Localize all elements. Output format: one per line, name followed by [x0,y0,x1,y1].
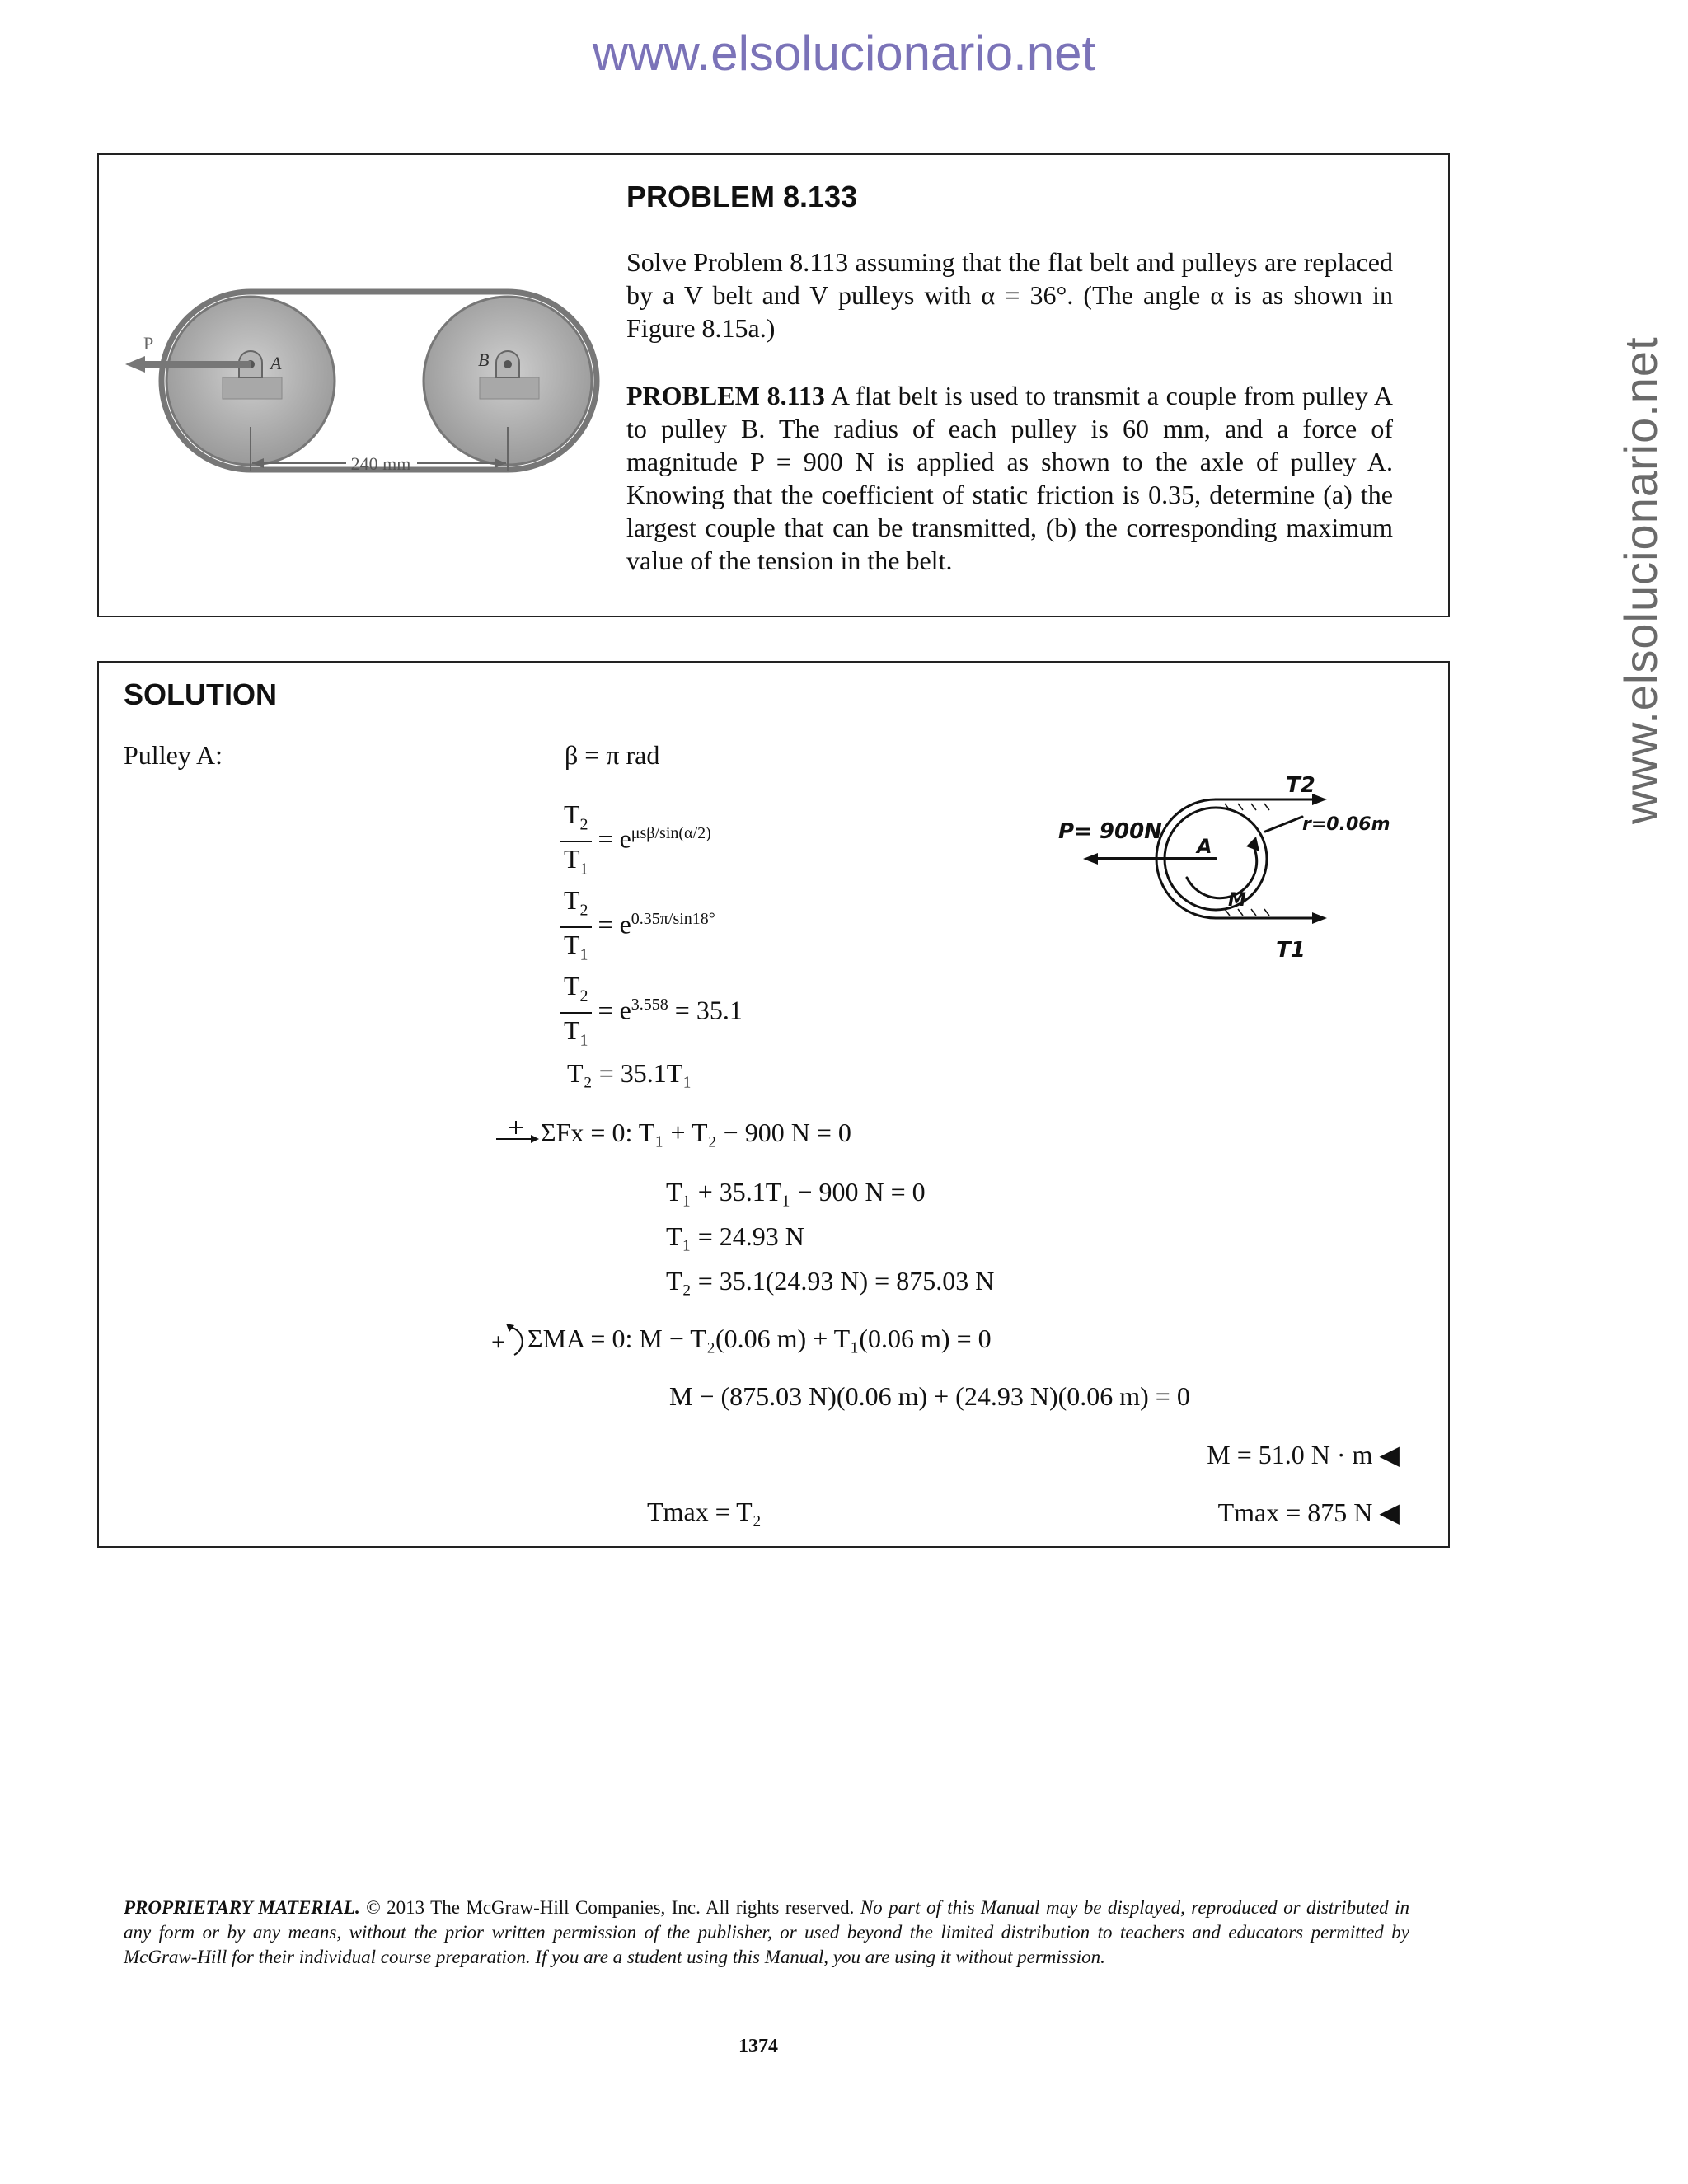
sketch-t2-label: T2 [1286,773,1315,798]
answer-couple: M = 51.0 N · m ◀ [1207,1440,1400,1469]
ratio-3-exponent: 3.558 [631,996,668,1015]
watermark-side: www.elsolucionario.net [1615,336,1667,824]
support-b [480,377,539,399]
ratio-3-result: = 35.1 [674,995,743,1025]
reference-label: PROBLEM 8.113 [626,381,825,410]
problem-text: Solve Problem 8.113 assuming that the flat belt and pulleys are replaced by a V belt and V pulleys with α = 36°. (The angle α is as shown in Figure 8.15a.) [626,247,1393,343]
sum-fx-arrow-icon [495,1119,541,1152]
sum-fx-equation: ΣFx = 0: T₁ + T₂ − 900 N = 0 [541,1118,851,1147]
sketch-radius-label: r=0.06m [1302,814,1390,835]
reference-text: A flat belt is used to transmit a couple from pulley A to pulley B. The radius of each pulley is 60 mm, and a force of magnitude P = 900 N is applied as shown to the axle of pulley A. Knowing that the coefficient of static friction is 0.35, determine (a) the largest couple that can be transmitted, (b) the corresponding maximum value of the tension in the belt. [626,381,1394,575]
pulley-a-label: Pulley A: [124,740,223,770]
solution-heading: SOLUTION [124,677,277,711]
pulley-a-label: A [270,353,282,373]
svg-text:+: + [491,1329,505,1356]
ma-step-1: M − (875.03 N)(0.06 m) + (24.93 N)(0.06 m) = 0 [669,1381,1190,1411]
usage-notice: No part of this Manual may be displayed, reproduced or distributed in any form or by any means, without the prior written permission of the publisher, or used beyond the limited distribution to teachers and educators permitted by McGraw-Hill for their individual course preparation. If you are a student using this Manual, you are using it without permission. [124,1897,1409,1967]
answer-tension: Tmax = 875 N ◀ [1217,1497,1400,1527]
sketch-center-label: A [1197,835,1212,858]
belt-pulley-figure [124,280,602,494]
sum-ma-moment-icon [490,1319,526,1360]
copyright-notice [124,1896,1409,1970]
sum-ma-equation: ΣMA = 0: M − T₂(0.06 m) + T₁(0.06 m) = 0 [528,1324,992,1353]
reference-problem [626,379,1393,577]
ratio-equation-2: $\frac{T_2}{T_1}$ = $e^{0.35\pi/sin18^\circ}$ [560,883,715,972]
page-number: 1374 [738,2036,778,2057]
sketch-moment-label: M [1228,890,1246,911]
fx-step-3: T₂ = 35.1(24.93 N) = 875.03 N [666,1266,995,1296]
tmax-equation: Tmax = T₂ [647,1497,762,1526]
beta-equation: β = π rad [565,740,660,770]
ratio-equation-1: $\frac{T_2}{T_1}$ = $e^{\mu s\beta/sin(\alpha/2)}$ [560,798,711,886]
free-body-sketch [1055,771,1409,968]
watermark-top: www.elsolucionario.net [592,26,1096,81]
support-a [223,377,282,399]
ratio-equation-3: $\frac{T_2}{T_1}$ = $e^{3.558} = 35.1$ [560,969,743,1057]
ratio-1-exponent: μsβ/sin(α/2) [631,824,711,843]
sketch-t1-label: T1 [1276,938,1306,963]
dimension-label: 240 mm [350,453,411,474]
fx-step-2: T₁ = 24.93 N [666,1221,804,1251]
proprietary-label: PROPRIETARY MATERIAL. [124,1897,360,1918]
pulley-b-label: B [478,349,490,370]
t2-equation: T₂ = 35.1T₁ [567,1058,692,1088]
ratio-2-exponent: 0.35π/sin18° [631,910,715,929]
sketch-force-label: P= 900N [1058,819,1162,844]
problem-heading: PROBLEM 8.133 [626,180,858,213]
force-p-label: P [143,333,154,354]
fx-step-1: T₁ + 35.1T₁ − 900 N = 0 [666,1177,926,1207]
copyright-text: © 2013 The McGraw-Hill Companies, Inc. All rights reserved. [359,1897,860,1918]
